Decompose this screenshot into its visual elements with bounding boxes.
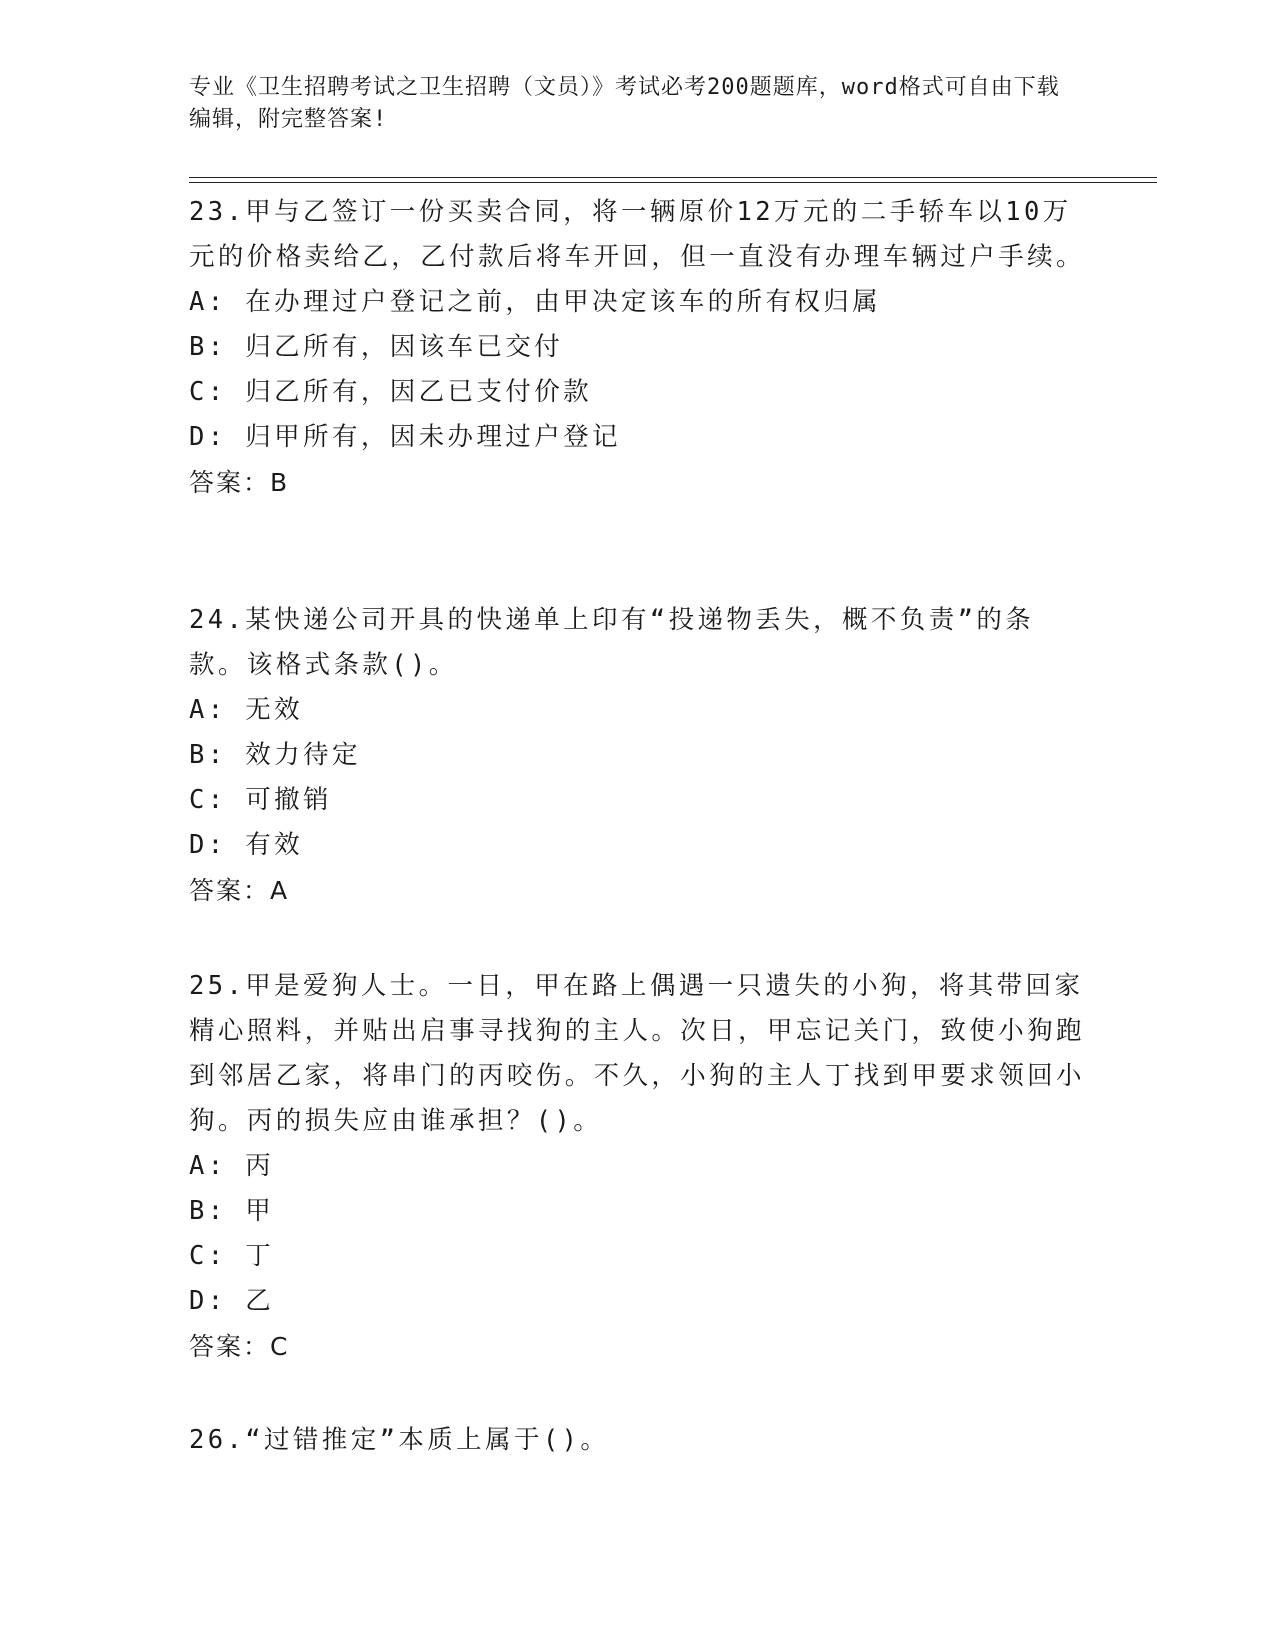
option-a: A: 在办理过户登记之前，由甲决定该车的所有权归属 [189,287,882,317]
answer-line: 答案：A [189,876,290,905]
question-24 [189,598,1089,913]
question-stem: 24.某快递公司开具的快递单上印有“投递物丢失，概不负责”的条款。该格式条款()。 [189,605,1035,680]
question-23 [189,190,1089,505]
option-c: C: 可撤销 [189,785,332,815]
question-stem: 26.“过错推定”本质上属于()。 [189,1425,610,1455]
question-stem: 25.甲是爱狗人士。一日，甲在路上偶遇一只遗失的小狗，将其带回家精心照料，并贴出启事寻找狗的主人。次日，甲忘记关门，致使小狗跑到邻居乙家，将串门的丙咬伤。不久，小狗的主人丁找到甲要求领回小狗。丙的损失应由谁承担？()。 [189,971,1085,1136]
option-b: B: 归乙所有，因该车已交付 [189,332,564,362]
option-d: D: 乙 [189,1286,275,1316]
option-b: B: 效力待定 [189,740,361,770]
answer-line: 答案：C [189,1332,290,1361]
option-d: D: 归甲所有，因未办理过户登记 [189,422,621,452]
option-c: C: 归乙所有，因乙已支付价款 [189,377,593,407]
option-a: A: 丙 [189,1151,275,1181]
question-25 [189,964,1089,1369]
question-26 [189,1418,1089,1463]
header-divider-top [189,177,1157,178]
option-b: B: 甲 [189,1196,275,1226]
question-stem: 23.甲与乙签订一份买卖合同，将一辆原价12万元的二手轿车以10万元的价格卖给乙，乙付款后将车开回，但一直没有办理车辆过户手续。 [189,197,1085,272]
header-divider-bottom [189,182,1157,183]
option-c: C: 丁 [189,1241,275,1271]
answer-line: 答案：B [189,468,290,497]
option-a: A: 无效 [189,695,304,725]
option-d: D: 有效 [189,830,304,860]
document-header: 专业《卫生招聘考试之卫生招聘（文员）》考试必考200题题库，word格式可自由下载编辑，附完整答案! [189,75,1060,132]
